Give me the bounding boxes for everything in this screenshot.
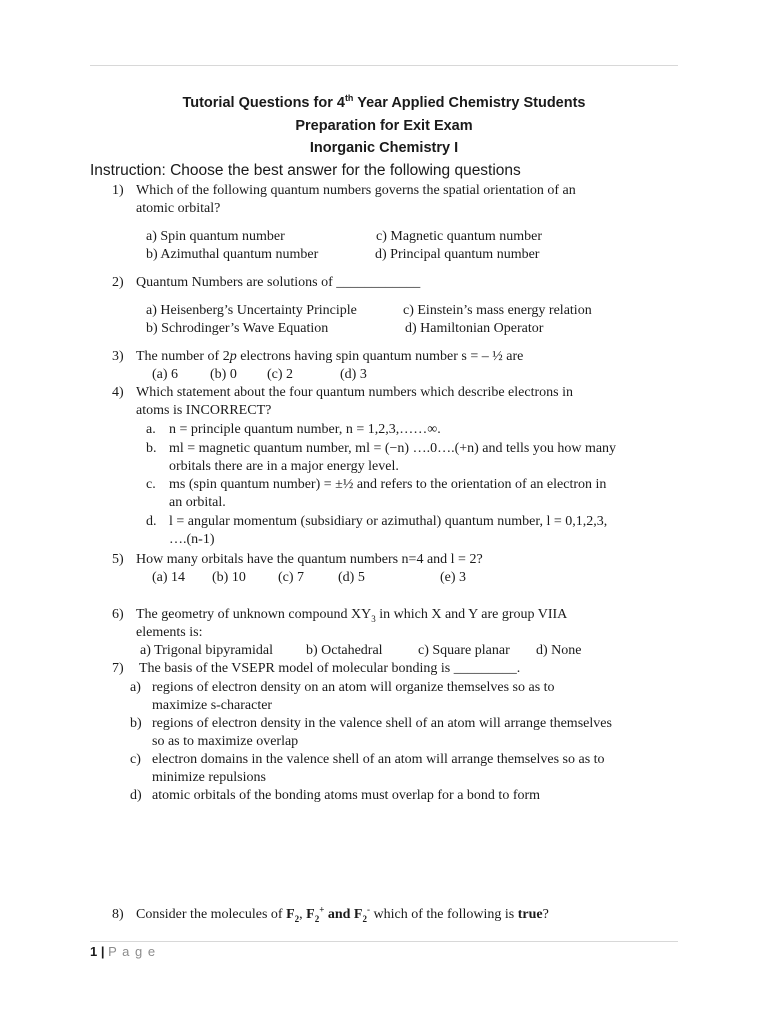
q4-number: 4) xyxy=(112,385,124,400)
page-number: 1 xyxy=(90,944,98,959)
q4-option-d-label: d. xyxy=(146,514,157,529)
q4-option-d-line-2: ….(n-1) xyxy=(169,532,215,547)
q7-option-c-line-1: electron domains in the valence shell of an atom will arrange themselves so as to xyxy=(152,752,605,767)
q7-option-b-line-1: regions of electron density in the valence shell of an atom will arrange themselves xyxy=(152,716,612,731)
q6-option-d: d) None xyxy=(536,643,582,658)
q4-option-b-line-2: orbitals there are in a major energy level. xyxy=(169,459,399,474)
q7-number: 7) xyxy=(112,661,124,676)
q3-option-c: (c) 2 xyxy=(267,367,294,382)
instruction: Instruction: Choose the best answer for the following questions xyxy=(90,162,521,179)
q7-option-a-line-2: maximize s-character xyxy=(152,698,273,713)
q5-number: 5) xyxy=(112,552,124,567)
q3-number: 3) xyxy=(112,349,124,364)
q6-option-c: c) Square planar xyxy=(418,643,510,658)
q4-option-d-line-1: l = angular momentum (subsidiary or azimuthal) quantum number, l = 0,1,2,3, xyxy=(169,514,608,529)
q3-option-d: (d) 3 xyxy=(340,367,367,382)
q8-text: Consider the molecules of $F_2$, $F_2^+$ and $F_2^-$ which of the following is true? xyxy=(136,904,549,924)
q5-option-b: (b) 10 xyxy=(212,570,246,585)
q3-option-b: (b) 0 xyxy=(210,367,237,382)
q7-option-c-line-2: minimize repulsions xyxy=(152,770,266,785)
q7-option-a-line-1: regions of electron density on an atom will organize themselves so as to xyxy=(152,680,555,695)
q3-text: The number of 2p electrons having spin quantum number s = – ½ are xyxy=(136,349,524,364)
q3-option-a: (a) 6 xyxy=(152,367,179,382)
q4-option-b-label: b. xyxy=(146,441,157,456)
q4-option-c-line-2: an orbital. xyxy=(169,495,226,510)
q7-option-a-label: a) xyxy=(130,680,141,695)
q6-option-a: a) Trigonal bipyramidal xyxy=(140,643,273,658)
q7-option-b-line-2: so as to maximize overlap xyxy=(152,734,299,749)
header-rule xyxy=(90,65,678,66)
title-line-3: Inorganic Chemistry I xyxy=(309,140,459,156)
q7-option-d: atomic orbitals of the bonding atoms must overlap for a bond to form xyxy=(152,788,541,803)
q5-option-c: (c) 7 xyxy=(278,570,305,585)
q1-text-line-1: Which of the following quantum numbers governs the spatial orientation of an xyxy=(136,183,576,198)
q1-number: 1) xyxy=(112,183,124,198)
q4-option-a: n = principle quantum number, n = 1,2,3,……∞. xyxy=(169,422,441,437)
q6-option-b: b) Octahedral xyxy=(306,643,383,658)
title-line-1: Tutorial Questions for 4th Year Applied Chemistry Students xyxy=(182,93,586,111)
q5-option-e: (e) 3 xyxy=(440,570,467,585)
page-label: P a g e xyxy=(108,944,157,959)
q2-option-c: c) Einstein’s mass energy relation xyxy=(403,303,592,318)
q2-option-a: a) Heisenberg’s Uncertainty Principle xyxy=(146,303,357,318)
q6-text-line-2: elements is: xyxy=(136,625,203,640)
q7-text: The basis of the VSEPR model of molecular bonding is _________. xyxy=(139,661,521,676)
q1-option-c: c) Magnetic quantum number xyxy=(376,229,543,244)
q6-number: 6) xyxy=(112,607,124,622)
q4-text-line-1: Which statement about the four quantum numbers which describe electrons in xyxy=(136,385,573,400)
q5-option-d: (d) 5 xyxy=(338,570,365,585)
q7-option-c-label: c) xyxy=(130,752,141,767)
q4-option-a-label: a. xyxy=(146,422,156,437)
q6-text-line-1: The geometry of unknown compound $XY_3$ in which X and Y are group VIIA xyxy=(136,607,568,624)
q1-option-d: d) Principal quantum number xyxy=(375,247,540,262)
q7-option-b-label: b) xyxy=(130,716,142,731)
q4-text-line-2: atoms is INCORRECT? xyxy=(136,403,272,418)
title-line-2: Preparation for Exit Exam xyxy=(295,118,473,134)
q8-number: 8) xyxy=(112,907,124,922)
q5-option-a: (a) 14 xyxy=(152,570,186,585)
q4-option-c-line-1: ms (spin quantum number) = ±½ and refers to the orientation of an electron in xyxy=(169,477,607,492)
q4-option-b-line-1: ml = magnetic quantum number, ml = (−n) ….0….(+n) and tells you how many xyxy=(169,441,617,456)
q2-option-d: d) Hamiltonian Operator xyxy=(405,321,544,336)
q2-option-b: b) Schrodinger’s Wave Equation xyxy=(146,321,329,336)
q2-number: 2) xyxy=(112,275,124,290)
q2-text: Quantum Numbers are solutions of ____________ xyxy=(136,275,421,290)
q5-text: How many orbitals have the quantum numbers n=4 and l = 2? xyxy=(136,552,483,567)
q7-option-d-label: d) xyxy=(130,788,142,803)
q4-option-c-label: c. xyxy=(146,477,156,492)
page-footer: 1 | P a g e xyxy=(90,944,157,959)
q1-text-line-2: atomic orbital? xyxy=(136,201,221,216)
footer-rule xyxy=(90,941,678,942)
q1-option-a: a) Spin quantum number xyxy=(146,229,285,244)
q1-option-b: b) Azimuthal quantum number xyxy=(146,247,319,262)
